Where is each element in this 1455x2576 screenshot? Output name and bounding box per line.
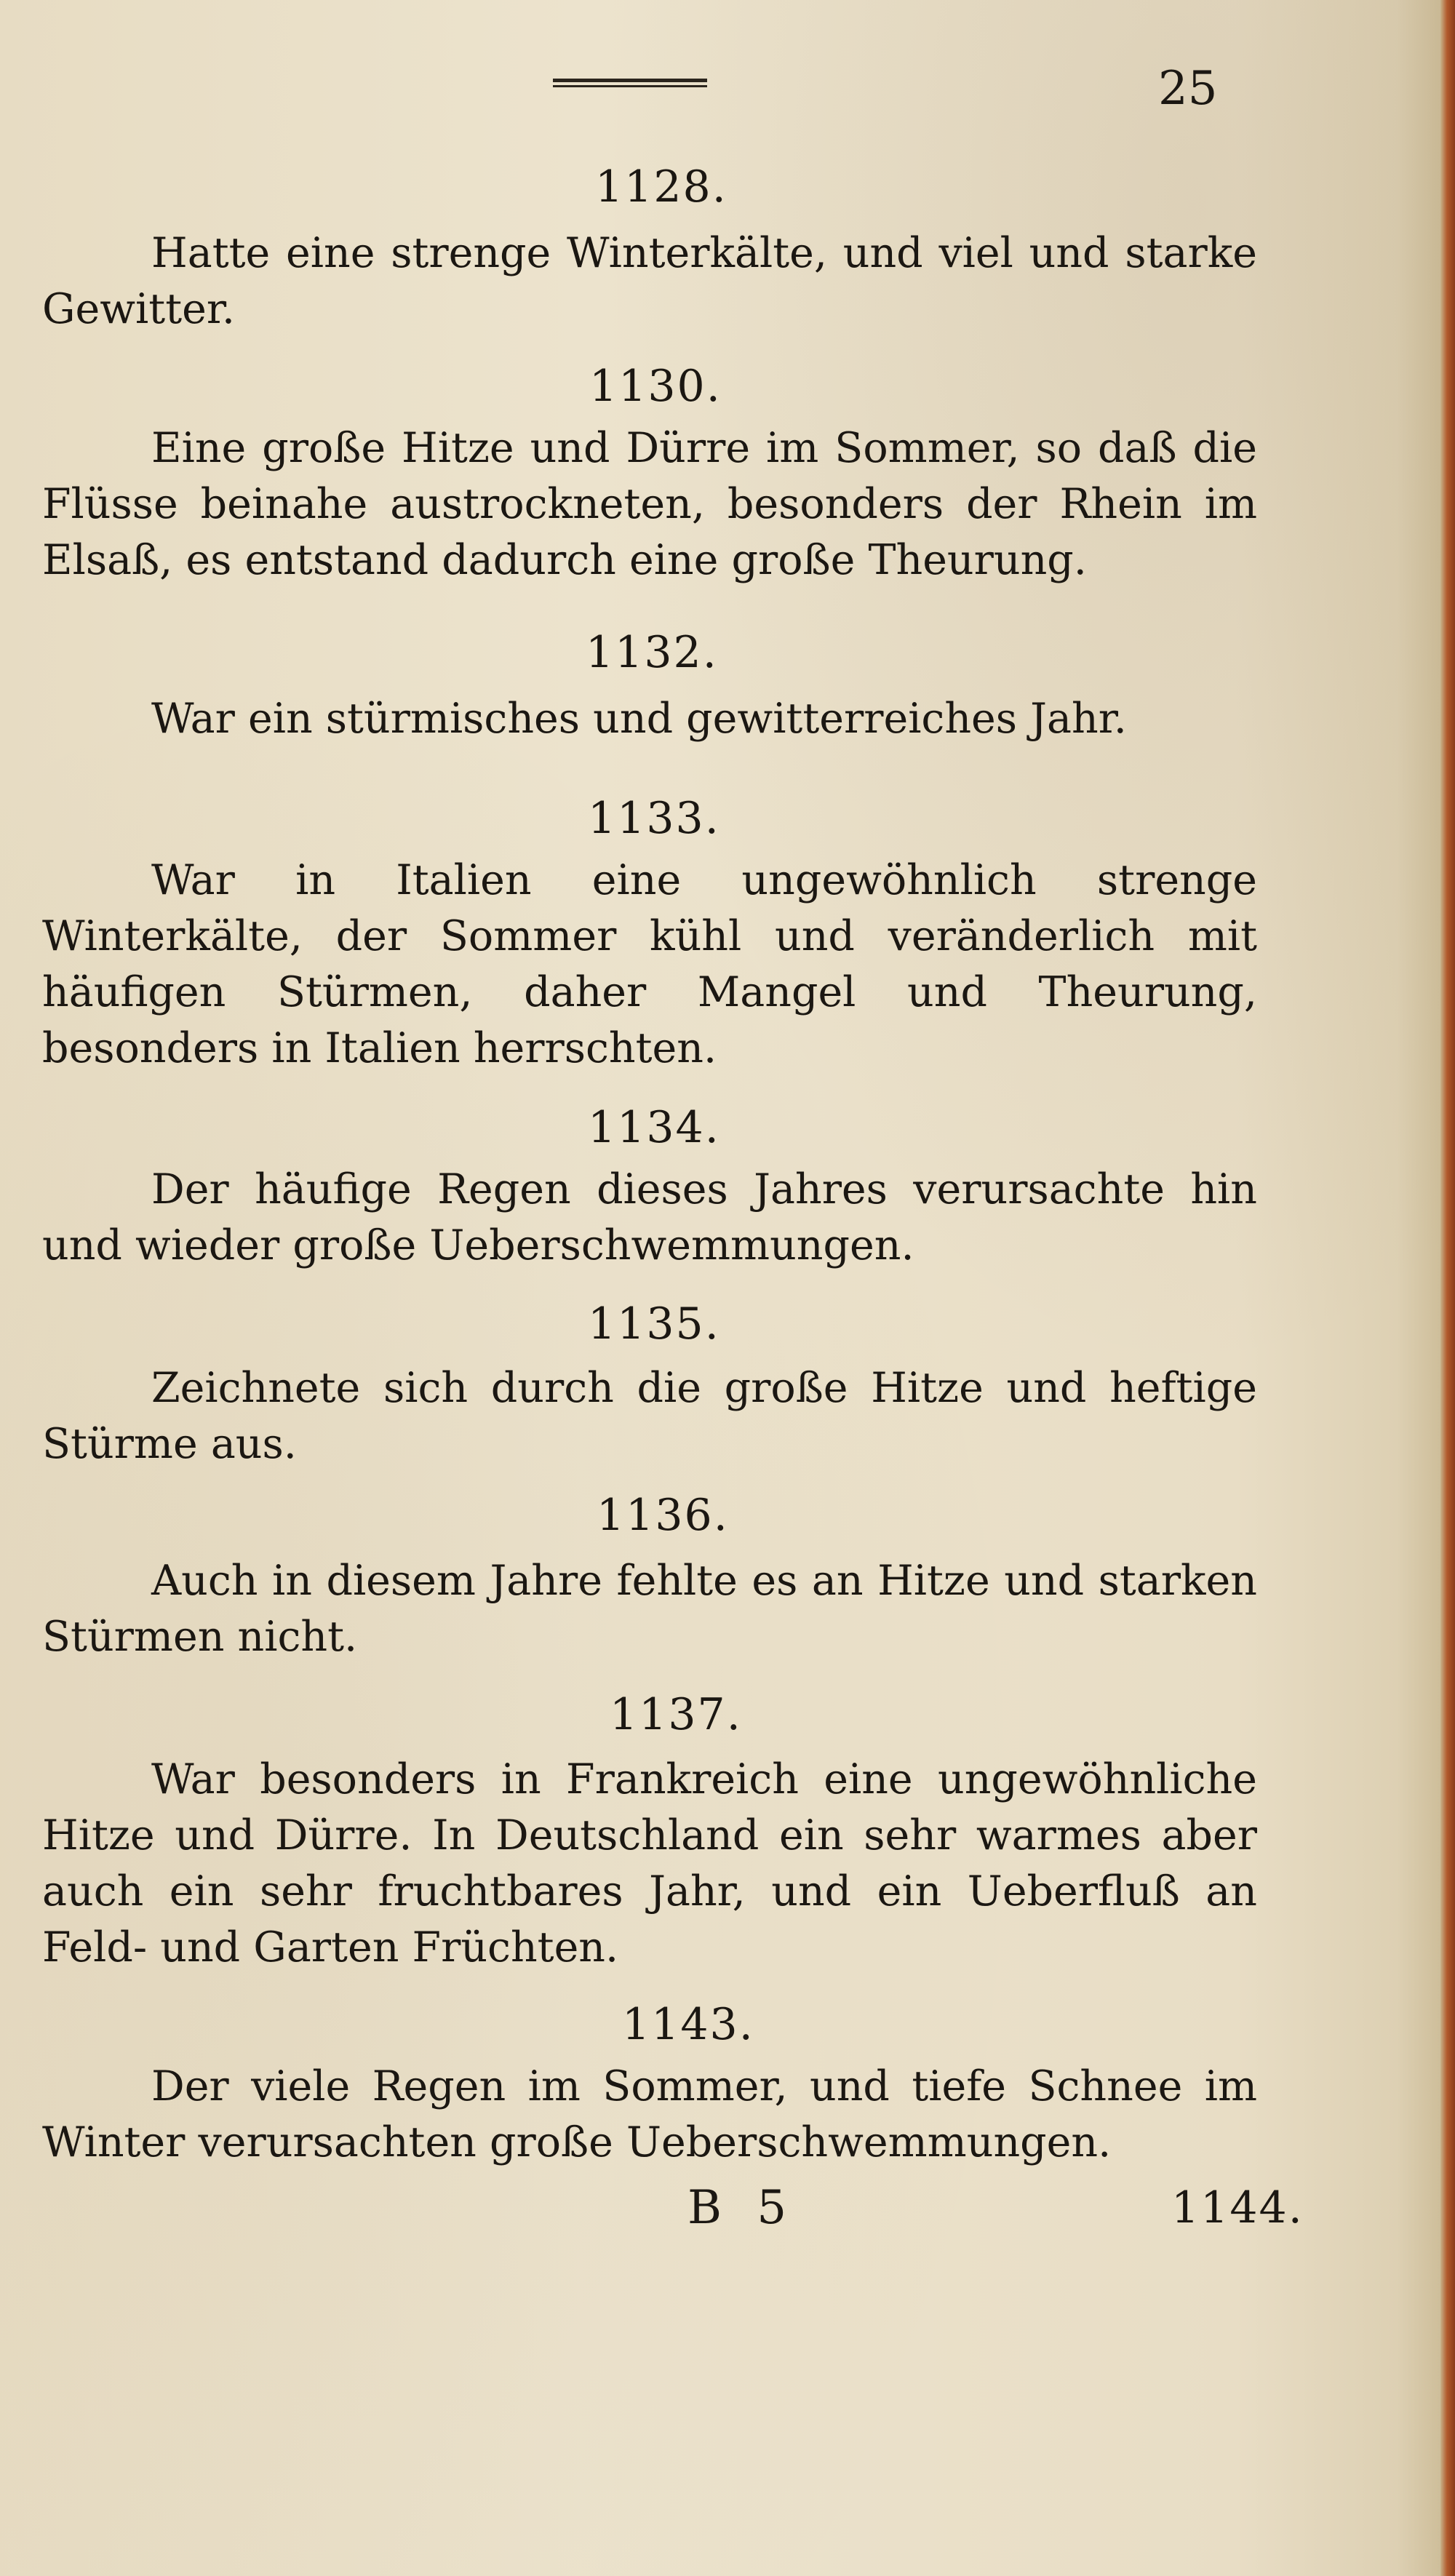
entry-text: Hatte eine strenge Winterkälte, und viel und starke Gewitter. [42,229,1257,333]
entry-year: 1135. [588,1299,720,1349]
entry-text: Auch in diesem Jahre fehlte es an Hitze und starken Stürmen nicht. [42,1557,1257,1661]
entry-year: 1137. [610,1689,742,1740]
entry-year: 1132. [586,627,718,678]
entry-year: 1143. [622,1999,754,2050]
entry-year: 1133. [588,793,720,844]
entry-text: Eine große Hitze und Dürre im Sommer, so daß die Flüsse beinahe austrockneten, besonders der Rhein im Elsaß, es entstand dadurch eine große Theurung. [42,424,1257,584]
entry-text: War besonders in Frankreich eine ungewöhnliche Hitze und Dürre. In Deutschland ein sehr warmes aber auch ein sehr fruchtbares Jahr, und ein Ueberfluß an Feld- und Garten Früchten. [42,1755,1257,1971]
entry-text: War in Italien eine ungewöhnlich strenge Winterkälte, der Sommer kühl und veränderlich mit häufigen Stürmen, daher Mangel und Theurung, besonders in Italien herrschten. [42,856,1257,1072]
page-edge [1440,0,1455,2576]
entry-text: Der viele Regen im Sommer, und tiefe Schnee im Winter verursachten große Ueberschwemmungen. [42,2062,1257,2166]
entry-text: Der häufige Regen dieses Jahres verursachte hin und wieder große Ueberschwemmungen. [42,1165,1257,1269]
header-rule [553,79,707,89]
entry-year: 1134. [588,1102,720,1153]
page-number: 25 [1158,62,1218,116]
entry-text: War ein stürmisches und gewitterreiches Jahr. [151,695,1127,743]
entry-year: 1128. [595,162,728,212]
entry-year: 1136. [597,1490,729,1541]
catchword: 1144. [1171,2182,1304,2233]
entry-text: Zeichnete sich durch die große Hitze und heftige Stürme aus. [42,1364,1257,1468]
entry-year: 1130. [589,361,722,412]
signature-mark: B 5 [687,2181,797,2235]
